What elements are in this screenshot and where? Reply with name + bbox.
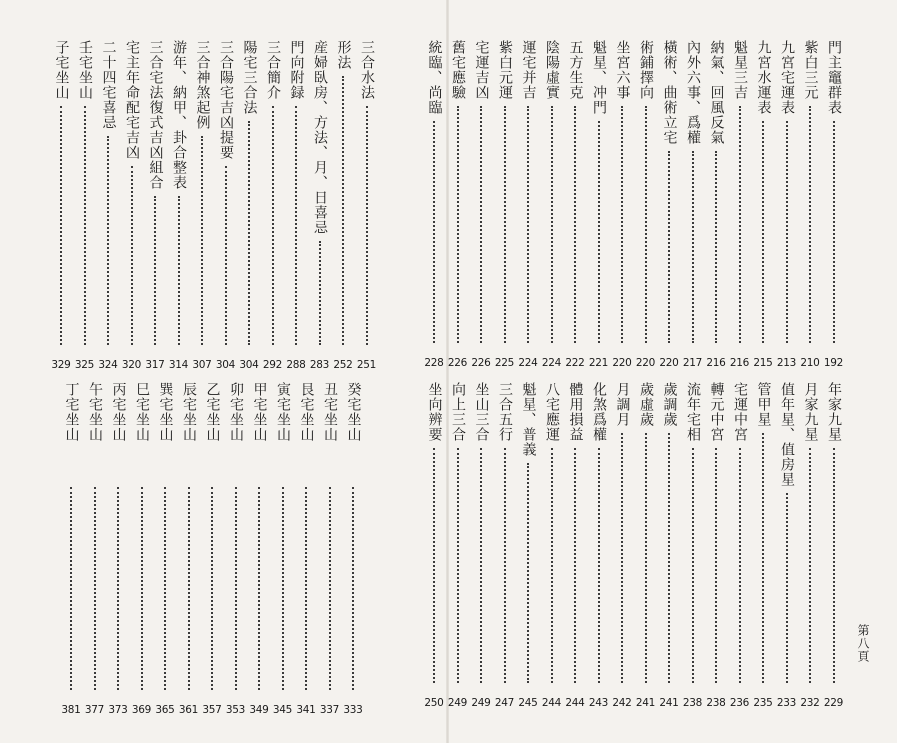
toc-entry-title: 宅運吉凶 [473, 40, 490, 100]
dot-leader [248, 121, 250, 345]
toc-lower-left [59, 382, 365, 720]
dot-leader [70, 487, 72, 690]
toc-entry-title: 九宮宅運表 [779, 40, 795, 115]
toc-entry-page: 357 [202, 704, 222, 716]
toc-entry-page: 244 [541, 697, 562, 709]
toc-entry [271, 382, 295, 720]
dot-leader [621, 106, 623, 343]
dot-leader [574, 106, 576, 343]
toc-entry-page: 242 [612, 697, 632, 709]
toc-entry-page: 220 [612, 357, 632, 369]
toc-entry-page: 304 [215, 359, 236, 371]
dot-leader [342, 76, 344, 345]
toc-entry-page: 249 [447, 697, 468, 709]
toc-entry-page: 377 [84, 704, 105, 716]
dot-leader [598, 121, 600, 343]
dot-leader [154, 196, 156, 345]
toc-entry-title: 門向附録 [288, 40, 305, 100]
dot-leader [692, 448, 694, 683]
dot-leader [433, 448, 435, 683]
toc-entry-page: 238 [682, 697, 703, 709]
toc-entry-title: 向上三合 [450, 382, 466, 442]
toc-entry-page: 215 [753, 357, 773, 369]
toc-entry-page: 220 [659, 357, 679, 369]
toc-entry-page: 325 [74, 359, 95, 371]
toc-entry-page: 216 [729, 357, 750, 369]
toc-entry [167, 40, 191, 375]
toc-entry-page: 247 [494, 697, 515, 709]
toc-entry-title: 丑宅坐山 [322, 382, 338, 442]
toc-entry [446, 40, 470, 373]
toc-entry [153, 382, 177, 720]
toc-entry-title: 納氣、回風反氣 [708, 40, 725, 145]
toc-entry-title: 運宅并吉 [520, 40, 537, 100]
dot-leader [645, 106, 647, 343]
toc-entry-page: 333 [343, 704, 363, 716]
toc-entry [610, 382, 634, 713]
toc-entry [318, 382, 342, 720]
dot-leader [225, 166, 227, 345]
toc-entry [83, 382, 107, 720]
toc-entry [294, 382, 318, 720]
toc-entry-title: 九宮水運表 [755, 40, 772, 115]
dot-leader [258, 487, 260, 690]
toc-entry-title: 三合五行 [497, 382, 513, 442]
dot-leader [668, 433, 670, 683]
dot-leader [295, 106, 297, 345]
toc-entry [422, 40, 446, 373]
toc-entry-page: 320 [121, 359, 142, 371]
toc-entry-title: 丙宅坐山 [110, 382, 127, 442]
toc-entry-page: 226 [447, 357, 468, 369]
toc-entry [214, 40, 238, 375]
toc-lower-right [422, 382, 845, 713]
toc-entry [563, 40, 587, 373]
toc-entry-title: 三合宅法復式吉凶組合 [147, 40, 164, 190]
toc-entry-page: 252 [333, 359, 353, 371]
toc-entry-page: 192 [823, 357, 844, 369]
toc-entry-page: 226 [471, 357, 491, 369]
toc-entry [728, 382, 752, 713]
dot-leader [164, 487, 166, 690]
dot-leader [480, 106, 482, 343]
dot-leader [457, 448, 459, 683]
toc-entry-title: 巽宅坐山 [157, 382, 174, 442]
toc-entry [247, 382, 271, 720]
dot-leader [131, 166, 133, 345]
toc-entry-page: 233 [776, 697, 797, 709]
toc-entry [704, 40, 728, 373]
toc-entry-page: 349 [249, 704, 269, 716]
toc-entry [96, 40, 120, 375]
toc-entry-page: 341 [296, 704, 316, 716]
toc-entry-title: 午宅坐山 [87, 382, 103, 442]
toc-entry-title: 陽宅三合法 [241, 40, 258, 115]
toc-entry-page: 222 [565, 357, 585, 369]
toc-entry [587, 382, 611, 713]
toc-entry-page: 307 [192, 359, 212, 371]
toc-entry-page: 235 [753, 697, 773, 709]
toc-entry-page: 217 [682, 357, 703, 369]
toc-entry-page: 241 [635, 697, 656, 709]
dot-leader [527, 106, 529, 343]
dot-leader [739, 106, 741, 343]
toc-entry [822, 40, 846, 373]
toc-entry-page: 283 [309, 359, 330, 371]
toc-entry [610, 40, 634, 373]
toc-entry-page: 232 [800, 697, 820, 709]
toc-entry [775, 382, 799, 713]
page-number-marker: 第八頁 [856, 624, 870, 663]
toc-entry-title: 乙宅坐山 [204, 382, 221, 442]
toc-entry-title: 三合水法 [359, 40, 375, 100]
toc-entry-title: 坐向辨要 [426, 382, 443, 442]
toc-entry-title: 值年星、值房星 [779, 382, 795, 487]
toc-entry [634, 40, 658, 373]
toc-entry [563, 382, 587, 713]
toc-entry [657, 382, 681, 713]
dot-leader [504, 448, 506, 683]
dot-leader [762, 433, 764, 683]
toc-entry-title: 歲虛歲 [638, 382, 654, 427]
toc-upper-right [422, 40, 845, 373]
toc-entry [775, 40, 799, 373]
dot-leader [480, 448, 482, 683]
toc-entry [237, 40, 261, 375]
toc-entry-page: 329 [51, 359, 71, 371]
toc-entry-title: 年家九星 [826, 382, 842, 442]
toc-entry-title: 流年宅相 [685, 382, 701, 442]
toc-entry [493, 40, 517, 373]
dot-leader [715, 448, 717, 683]
toc-entry [224, 382, 248, 720]
toc-entry-page: 361 [178, 704, 199, 716]
toc-entry-page: 210 [800, 357, 820, 369]
toc-entry-title: 癸宅坐山 [345, 382, 362, 442]
toc-entry-title: 轉元中宮 [708, 382, 725, 442]
toc-entry [469, 40, 493, 373]
toc-entry [587, 40, 611, 373]
toc-entry-page: 251 [356, 359, 377, 371]
toc-entry-title: 三合陽宅吉凶提要 [218, 40, 234, 160]
dot-leader [574, 448, 576, 683]
toc-entry-title: 二十四宅喜忌 [100, 40, 117, 130]
toc-entry [798, 40, 822, 373]
toc-entry-page: 224 [541, 357, 562, 369]
toc-entry-page: 229 [823, 697, 844, 709]
dot-leader [211, 487, 213, 690]
toc-entry [516, 382, 540, 713]
toc-entry [106, 382, 130, 720]
toc-entry-title: 卯宅坐山 [228, 382, 244, 442]
dot-leader [527, 463, 529, 683]
toc-entry [331, 40, 355, 375]
dot-leader [598, 448, 600, 683]
dot-leader [352, 487, 354, 690]
toc-entry [469, 382, 493, 713]
toc-entry-title: 子宅坐山 [53, 40, 70, 100]
toc-entry-title: 魁星、普義 [520, 382, 537, 457]
toc-entry-page: 244 [565, 697, 585, 709]
dot-leader [833, 448, 835, 683]
toc-entry-page: 369 [131, 704, 152, 716]
dot-leader [141, 487, 143, 690]
dot-leader [715, 151, 717, 343]
dot-leader [645, 433, 647, 683]
toc-entry-page: 243 [588, 697, 609, 709]
toc-entry-title: 巳宅坐山 [134, 382, 150, 442]
toc-entry-title: 魁星、冲門 [591, 40, 607, 115]
toc-entry-title: 産婦臥房、方法、月、日喜忌 [312, 40, 328, 235]
toc-entry [657, 40, 681, 373]
dot-leader [692, 151, 694, 343]
toc-entry-title: 丁宅坐山 [63, 382, 80, 442]
toc-entry-page: 304 [239, 359, 259, 371]
toc-entry [540, 382, 564, 713]
toc-entry-title: 三合簡介 [265, 40, 281, 100]
dot-leader [457, 106, 459, 343]
dot-leader [739, 448, 741, 683]
toc-entry-title: 內外六事、爲權 [685, 40, 701, 145]
dot-leader [668, 151, 670, 343]
toc-entry-page: 221 [588, 357, 609, 369]
toc-entry [822, 382, 846, 713]
toc-entry-page: 314 [168, 359, 189, 371]
toc-entry-page: 345 [272, 704, 293, 716]
toc-entry-page: 288 [286, 359, 306, 371]
dot-leader [551, 448, 553, 683]
toc-entry-title: 八宅應運 [544, 382, 560, 442]
toc-entry-page: 220 [635, 357, 656, 369]
toc-entry-title: 甲宅坐山 [251, 382, 268, 442]
dot-leader [188, 487, 190, 690]
dot-leader [809, 106, 811, 343]
toc-entry-title: 壬宅坐山 [77, 40, 93, 100]
toc-entry-title: 三合神煞起例 [194, 40, 211, 130]
toc-entry-title: 坐宮六事 [614, 40, 631, 100]
toc-entry-page: 317 [145, 359, 165, 371]
toc-entry-title: 辰宅坐山 [181, 382, 197, 442]
toc-entry [284, 40, 308, 375]
toc-entry-title: 紫白三元 [802, 40, 819, 100]
toc-entry-page: 238 [706, 697, 726, 709]
dot-leader [319, 241, 321, 345]
toc-entry-page: 365 [155, 704, 175, 716]
toc-entry-page: 213 [776, 357, 797, 369]
toc-entry-title: 五方生克 [567, 40, 584, 100]
toc-entry [130, 382, 154, 720]
toc-entry [681, 382, 705, 713]
toc-entry [540, 40, 564, 373]
dot-leader [809, 448, 811, 683]
toc-entry [59, 382, 83, 720]
dot-leader [551, 106, 553, 343]
toc-entry [751, 40, 775, 373]
dot-leader [305, 487, 307, 690]
toc-entry [798, 382, 822, 713]
toc-entry-title: 化煞爲權 [591, 382, 607, 442]
toc-entry-title: 橫術、曲術立宅 [661, 40, 678, 145]
toc-entry [704, 382, 728, 713]
toc-entry-title: 統臨、尚臨 [426, 40, 443, 115]
toc-entry-page: 236 [729, 697, 750, 709]
toc-entry [261, 40, 285, 375]
toc-entry-page: 292 [262, 359, 283, 371]
toc-entry [634, 382, 658, 713]
toc-entry-page: 224 [518, 357, 538, 369]
toc-entry [355, 40, 379, 375]
dot-leader [235, 487, 237, 690]
toc-entry [49, 40, 73, 375]
toc-entry-title: 游年、納甲、卦合整表 [171, 40, 187, 190]
toc-entry [341, 382, 365, 720]
toc-entry [493, 382, 517, 713]
dot-leader [433, 121, 435, 343]
toc-entry-title: 歲調歲 [661, 382, 678, 427]
dot-leader [329, 487, 331, 690]
toc-entry-title: 形法 [335, 40, 352, 70]
toc-entry-title: 陰陽虛實 [544, 40, 560, 100]
toc-entry-page: 250 [424, 697, 444, 709]
toc-entry-title: 管甲星 [755, 382, 772, 427]
dot-leader [786, 493, 788, 683]
toc-entry [446, 382, 470, 713]
dot-leader [107, 136, 109, 345]
dot-leader [201, 136, 203, 345]
dot-leader [833, 121, 835, 343]
toc-entry-title: 月家九星 [802, 382, 819, 442]
toc-entry-page: 337 [319, 704, 340, 716]
dot-leader [94, 487, 96, 690]
toc-entry-page: 225 [494, 357, 515, 369]
toc-entry [177, 382, 201, 720]
toc-entry-title: 體用損益 [567, 382, 584, 442]
toc-entry-title: 魁星三吉 [732, 40, 748, 100]
toc-entry [516, 40, 540, 373]
toc-entry [73, 40, 97, 375]
toc-entry-page: 216 [706, 357, 726, 369]
toc-entry-title: 艮宅坐山 [298, 382, 315, 442]
toc-entry [681, 40, 705, 373]
dot-leader [366, 106, 368, 345]
toc-entry-title: 月調月 [614, 382, 631, 427]
toc-entry-page: 249 [471, 697, 491, 709]
dot-leader [272, 106, 274, 345]
toc-entry-title: 紫白元運 [497, 40, 513, 100]
dot-leader [178, 196, 180, 345]
dot-leader [504, 106, 506, 343]
toc-entry-page: 373 [108, 704, 128, 716]
toc-entry [728, 40, 752, 373]
toc-entry [190, 40, 214, 375]
toc-entry-title: 門主竈群表 [826, 40, 842, 115]
toc-entry [422, 382, 446, 713]
dot-leader [60, 106, 62, 345]
dot-leader [282, 487, 284, 690]
dot-leader [621, 433, 623, 683]
toc-entry-title: 宅主年命配宅吉凶 [124, 40, 140, 160]
toc-entry-title: 舊宅應驗 [450, 40, 466, 100]
toc-entry-page: 324 [98, 359, 118, 371]
toc-entry-page: 228 [424, 357, 444, 369]
toc-upper-left [49, 40, 378, 375]
toc-entry-page: 381 [61, 704, 81, 716]
dot-leader [786, 121, 788, 343]
dot-leader [762, 121, 764, 343]
toc-entry [200, 382, 224, 720]
dot-leader [117, 487, 119, 690]
toc-entry-title: 術鋪擇向 [638, 40, 654, 100]
toc-entry-title: 宅運中宮 [732, 382, 748, 442]
toc-entry-page: 241 [659, 697, 679, 709]
toc-entry-page: 245 [518, 697, 538, 709]
toc-entry [120, 40, 144, 375]
toc-entry-title: 寅宅坐山 [275, 382, 291, 442]
toc-entry [308, 40, 332, 375]
toc-entry [751, 382, 775, 713]
toc-entry-page: 353 [225, 704, 246, 716]
dot-leader [84, 106, 86, 345]
toc-entry [143, 40, 167, 375]
toc-entry-title: 坐山三合 [473, 382, 490, 442]
